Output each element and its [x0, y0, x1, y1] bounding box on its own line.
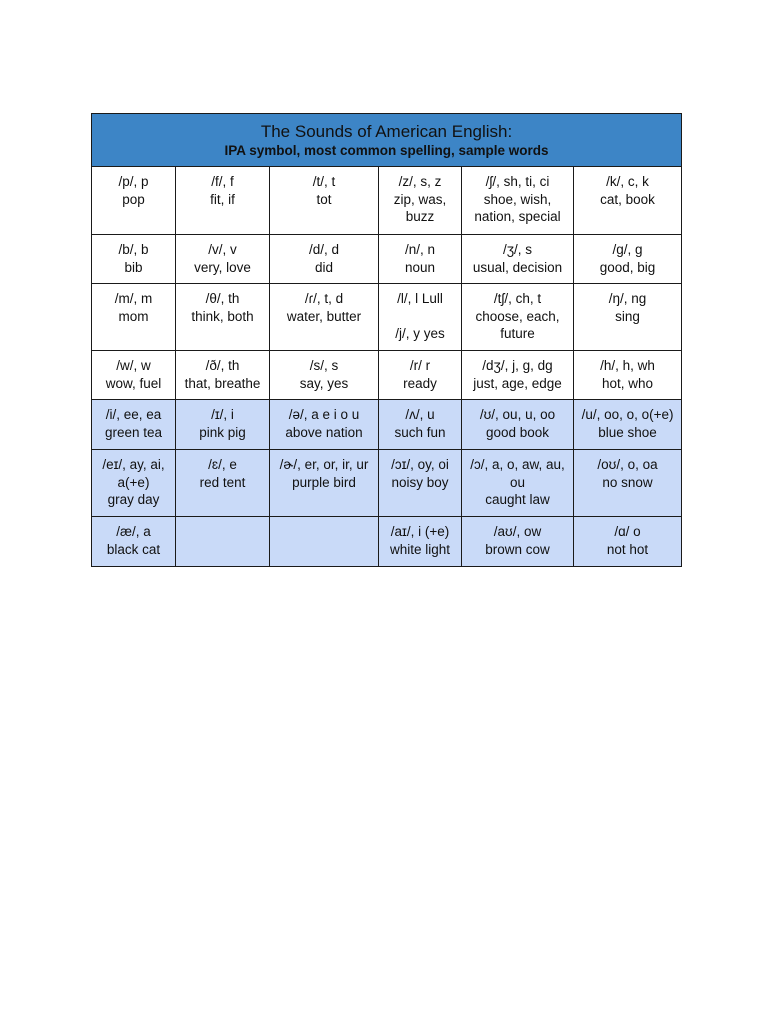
- ipa-symbol-spelling: /ɚ/, er, or, ir, ur: [279, 457, 369, 472]
- sound-cell: [379, 517, 462, 567]
- sample-words: water, butter: [286, 308, 362, 324]
- sample-words: pink pig: [199, 424, 246, 440]
- ipa-symbol-spelling: /θ/, th: [205, 291, 240, 306]
- sound-cell: [574, 167, 682, 235]
- table-title: The Sounds of American English:: [260, 122, 513, 141]
- sample-words: /j/, y yes: [395, 326, 445, 341]
- sound-cell: [176, 400, 270, 450]
- ipa-symbol-spelling: /t/, t: [312, 174, 336, 189]
- sound-cell: [462, 517, 574, 567]
- consonant-row: [92, 351, 682, 400]
- consonant-row: [92, 167, 682, 235]
- sound-cell: [92, 450, 176, 517]
- sample-words: choose, each,: [475, 308, 560, 324]
- ipa-symbol-spelling: /n/, n: [404, 242, 436, 257]
- sample-words: caught law: [485, 492, 550, 507]
- ipa-symbol-spelling: /ʒ/, s: [502, 242, 533, 257]
- sound-cell: [176, 235, 270, 284]
- sound-cell: [462, 235, 574, 284]
- ipa-table: [91, 113, 682, 567]
- table-body: [92, 167, 682, 567]
- sample-words: black cat: [106, 541, 161, 557]
- ipa-symbol-spelling: /ɛ/, e: [208, 457, 237, 472]
- sample-words: buzz: [405, 209, 435, 224]
- sound-cell: [379, 284, 462, 351]
- ipa-symbol-spelling: /k/, c, k: [606, 174, 649, 189]
- ipa-symbol-spelling: /ʌ/, u: [405, 407, 435, 422]
- sample-words: say, yes: [299, 375, 349, 391]
- ipa-chart: [91, 113, 681, 567]
- ipa-symbol-spelling: /aʊ/, ow: [493, 524, 542, 539]
- sample-words: gray day: [107, 492, 160, 507]
- sound-cell: [92, 167, 176, 235]
- sound-cell: [462, 450, 574, 517]
- ipa-symbol-spelling: /d/, d: [308, 242, 340, 257]
- ipa-symbol-spelling: /s/, s: [309, 358, 339, 373]
- sound-cell: [574, 400, 682, 450]
- ipa-symbol-spelling: /u/, oo, o, o(+e): [581, 407, 674, 422]
- consonant-row: [92, 235, 682, 284]
- sample-words: fit, if: [210, 191, 235, 207]
- sound-cell: [270, 284, 379, 351]
- ipa-symbol-spelling: /ə/, a e i o u: [288, 407, 360, 422]
- sample-words: ou: [509, 474, 526, 490]
- sample-words: think, both: [191, 308, 254, 324]
- vowel-row: [92, 517, 682, 567]
- ipa-symbol-spelling: /tʃ/, ch, t: [493, 291, 542, 306]
- sound-cell: [574, 235, 682, 284]
- sound-cell: [176, 351, 270, 400]
- ipa-symbol-spelling: /dʒ/, j, g, dg: [482, 358, 553, 373]
- sample-words: such fun: [394, 424, 446, 440]
- sample-words: sing: [615, 308, 640, 324]
- ipa-symbol-spelling: /l/, l Lull: [397, 291, 443, 306]
- sample-words: bib: [124, 259, 143, 275]
- sample-words: tot: [316, 191, 332, 207]
- ipa-symbol-spelling: /f/, f: [211, 174, 234, 189]
- sound-cell: [379, 450, 462, 517]
- ipa-symbol-spelling: /p/, p: [118, 174, 149, 189]
- ipa-symbol-spelling: /v/, v: [208, 242, 237, 257]
- sample-words: shoe, wish,: [483, 191, 552, 207]
- sample-words: purple bird: [292, 474, 356, 490]
- sound-cell: [270, 400, 379, 450]
- ipa-symbol-spelling: /ʊ/, ou, u, oo: [479, 407, 556, 422]
- sound-cell: [574, 284, 682, 351]
- sound-cell: [270, 235, 379, 284]
- sound-cell: [462, 351, 574, 400]
- empty-cell: [176, 517, 270, 567]
- sound-cell: [574, 351, 682, 400]
- ipa-symbol-spelling: /ʃ/, sh, ti, ci: [485, 174, 550, 189]
- sample-words: nation, special: [474, 209, 561, 224]
- sample-words: good book: [485, 424, 550, 440]
- sound-cell: [379, 167, 462, 235]
- sample-words: noun: [404, 259, 436, 275]
- sample-words: noisy boy: [391, 474, 449, 490]
- sound-cell: [574, 517, 682, 567]
- ipa-symbol-spelling: /aɪ/, i (+e): [390, 524, 450, 539]
- sample-words: white light: [389, 541, 451, 557]
- table-header-row: [92, 114, 682, 167]
- sample-words: cat, book: [600, 191, 655, 207]
- vowel-row: [92, 450, 682, 517]
- table-header: [92, 114, 682, 167]
- sound-cell: [574, 450, 682, 517]
- sound-cell: [379, 235, 462, 284]
- ipa-symbol-spelling: /i/, ee, ea: [105, 407, 162, 422]
- ipa-symbol-spelling: /w/, w: [116, 358, 151, 373]
- ipa-symbol-spelling: /ɔɪ/, oy, oi: [391, 457, 449, 472]
- ipa-symbol-spelling: /ŋ/, ng: [608, 291, 647, 306]
- sample-words: brown cow: [485, 541, 550, 557]
- ipa-symbol-spelling: /ɾ/, t, d: [304, 291, 344, 306]
- sound-cell: [270, 167, 379, 235]
- sample-words: future: [500, 326, 535, 341]
- ipa-symbol-spelling: /h/, h, wh: [600, 358, 655, 373]
- sample-words: pop: [122, 191, 145, 207]
- ipa-symbol-spelling: /b/, b: [118, 242, 149, 257]
- sound-cell: [92, 235, 176, 284]
- sample-words: mom: [118, 308, 149, 324]
- sample-words: good, big: [599, 259, 656, 275]
- sample-words: zip, was,: [393, 191, 447, 207]
- ipa-symbol-spelling: /oʊ/, o, oa: [597, 457, 658, 472]
- sound-cell: [176, 167, 270, 235]
- sample-words: hot, who: [602, 375, 654, 391]
- sound-cell: [92, 400, 176, 450]
- ipa-symbol-spelling: /ɪ/, i: [211, 407, 234, 422]
- cell-spacer: [381, 308, 459, 326]
- sample-words: blue shoe: [598, 424, 657, 440]
- sound-cell: [270, 450, 379, 517]
- sound-cell: [462, 400, 574, 450]
- sound-cell: [92, 284, 176, 351]
- sound-cell: [92, 517, 176, 567]
- sound-cell: [176, 450, 270, 517]
- empty-cell: [270, 517, 379, 567]
- sample-words: green tea: [104, 424, 163, 440]
- sound-cell: [462, 167, 574, 235]
- sound-cell: [462, 284, 574, 351]
- ipa-symbol-spelling: /ð/, th: [205, 358, 240, 373]
- ipa-symbol-spelling: /r/ r: [409, 358, 431, 373]
- ipa-symbol-spelling: /g/, g: [612, 242, 643, 257]
- sample-words: a(+e): [117, 474, 150, 490]
- sample-words: above nation: [285, 424, 363, 440]
- sample-words: not hot: [606, 541, 649, 557]
- sample-words: red tent: [199, 474, 246, 490]
- sound-cell: [379, 400, 462, 450]
- sample-words: just, age, edge: [473, 375, 562, 391]
- sample-words: very, love: [194, 259, 251, 275]
- sample-words: wow, fuel: [105, 375, 162, 391]
- ipa-symbol-spelling: /eɪ/, ay, ai,: [102, 457, 165, 472]
- sample-words: ready: [403, 375, 437, 391]
- ipa-symbol-spelling: /m/, m: [114, 291, 153, 306]
- sound-cell: [176, 284, 270, 351]
- ipa-symbol-spelling: /æ/, a: [116, 524, 151, 539]
- sound-cell: [92, 351, 176, 400]
- sample-words: did: [314, 259, 333, 275]
- vowel-row: [92, 400, 682, 450]
- sound-cell: [379, 351, 462, 400]
- sound-cell: [270, 351, 379, 400]
- ipa-symbol-spelling: /ɔ/, a, o, aw, au,: [470, 457, 565, 472]
- ipa-symbol-spelling: /z/, s, z: [398, 174, 442, 189]
- table-subtitle: IPA symbol, most common spelling, sample words: [224, 143, 549, 158]
- sample-words: that, breathe: [184, 375, 261, 391]
- sample-words: usual, decision: [472, 259, 563, 275]
- ipa-symbol-spelling: /ɑ/ o: [614, 524, 641, 539]
- sample-words: no snow: [602, 474, 653, 490]
- consonant-row: [92, 284, 682, 351]
